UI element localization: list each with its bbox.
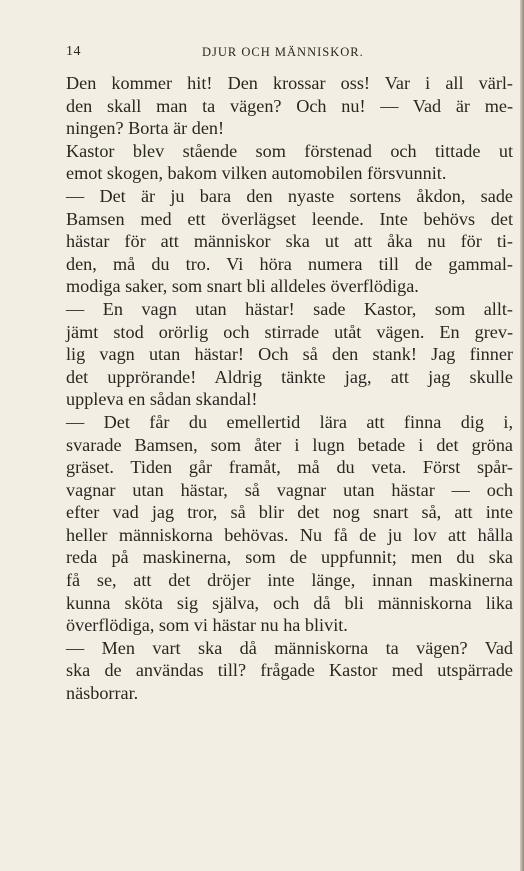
text-line: näsborrar.: [66, 683, 139, 704]
text-line: den skall man ta vägen? Och nu! — Vad är me-: [66, 95, 513, 116]
page-edge: [520, 0, 524, 871]
text-line: Kastor blev stående som förstenad och tittade ut: [66, 140, 513, 161]
text-line: Den kommer hit! Den krossar oss! Var i all värl-: [66, 73, 513, 93]
text-line: ska de användas till? frågade Kastor med utspärrade: [66, 660, 513, 681]
text-line: — Det är ju bara den nyaste sortens åkdon, sade: [66, 185, 513, 206]
text-line: reda på maskinerna, som de uppfunnit; men du ska: [66, 547, 513, 568]
text-line: överflödiga, som vi hästar nu ha blivit.: [66, 615, 348, 636]
text-line: — Det får du emellertid lära att finna dig i,: [66, 411, 513, 432]
running-title: DJUR OCH MÄNNISKOR.: [202, 45, 364, 59]
text-line: — Men vart ska då människorna ta vägen? Vad: [66, 637, 513, 658]
text-line: Bamsen med ett överlägset leende. Inte behövs det: [66, 208, 513, 229]
text-line: jämt stod orörlig och stirrade utåt vägen. En grev-: [66, 321, 513, 342]
text-line: gräset. Tiden går framåt, må du veta. Först spår-: [66, 457, 513, 478]
text-line: efter vad jag tror, så blir det nog snart så, att inte: [66, 502, 513, 523]
text-line: modiga saker, som snart bli alldeles överflödiga.: [66, 276, 419, 297]
text-line: den, må du tro. Vi höra numera till de gammal-: [66, 253, 513, 274]
text-line: ningen? Borta är den!: [66, 118, 225, 139]
text-line: vagnar utan hästar, så vagnar utan hästar — och: [66, 479, 513, 500]
page-number: 14: [66, 44, 81, 59]
text-line: det upprörande! Aldrig tänkte jag, att jag skulle: [66, 366, 513, 387]
text-line: — En vagn utan hästar! sade Kastor, som allt-: [66, 298, 513, 319]
text-line: heller människorna behövas. Nu få de ju lov att hålla: [66, 524, 513, 545]
text-line: lig vagn utan hästar! Och så den stank! Jag finner: [66, 344, 513, 365]
text-line: få se, att det dröjer inte länge, innan maskinerna: [66, 570, 513, 591]
text-line: svarade Bamsen, som åter i lugn betade i det gröna: [66, 434, 513, 455]
text-line: emot skogen, bakom vilken automobilen försvunnit.: [66, 163, 447, 184]
text-line: kunna sköta sig själva, och då bli människorna lika: [66, 592, 513, 613]
text-line: uppleva en sådan skandal!: [66, 389, 258, 410]
body-text: [66, 72, 513, 705]
page-header: [66, 44, 514, 64]
text-line: hästar för att människor ska ut att åka nu för ti-: [66, 231, 513, 252]
